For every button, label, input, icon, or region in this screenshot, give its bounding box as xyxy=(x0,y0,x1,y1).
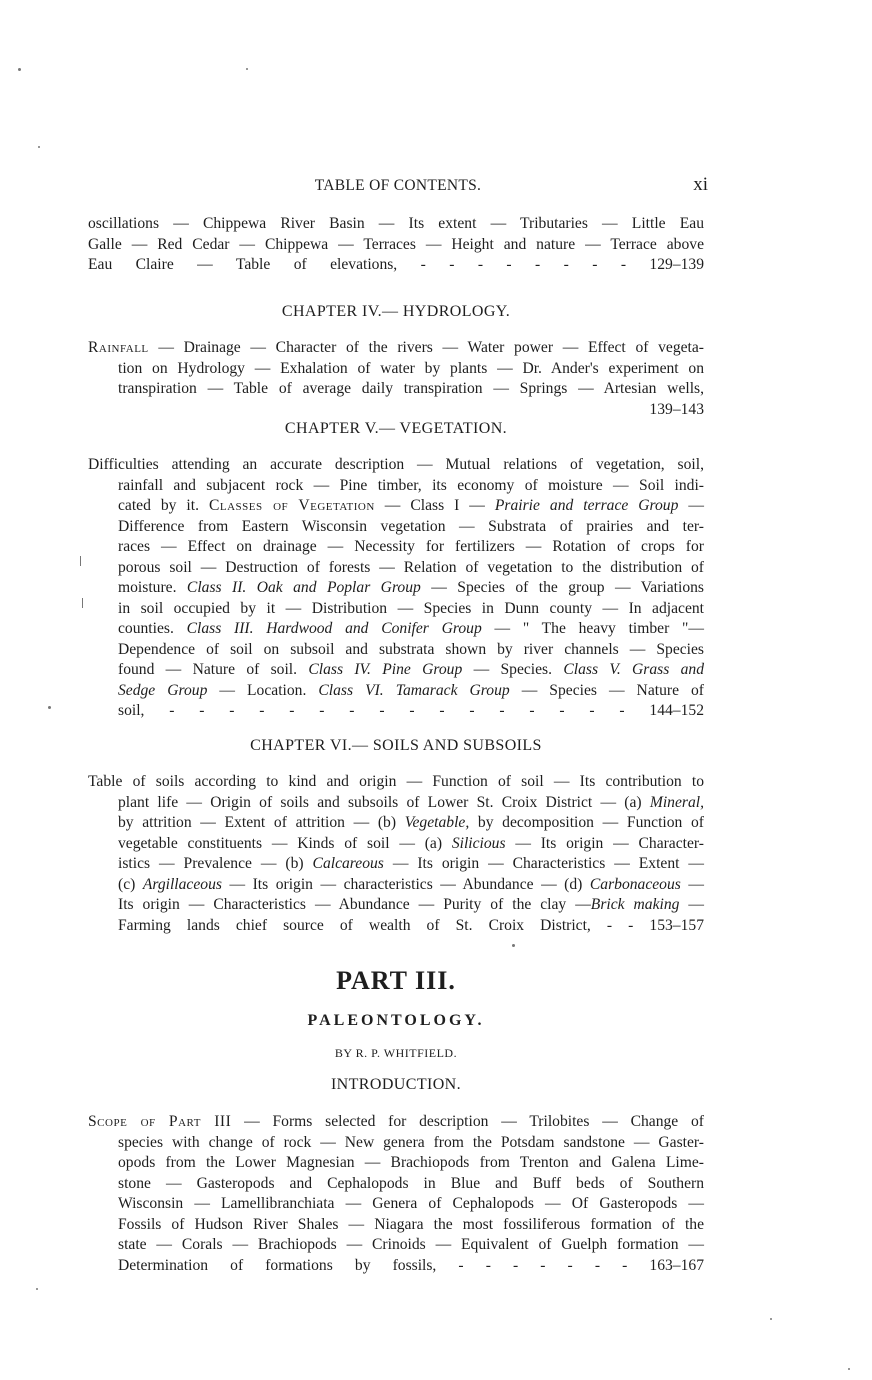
text-line: species with change of rock — New genera from the Potsdam sandstone — Gaster- xyxy=(118,1133,704,1151)
text-run: — Its origin — Characteristics — Extent — xyxy=(383,855,704,872)
chapter-heading: CHAPTER VI.— SOILS AND SUBSOILS xyxy=(250,737,542,754)
scan-speck xyxy=(512,944,515,947)
italic-term: Sedge Group xyxy=(118,681,208,699)
scan-speck xyxy=(848,1368,850,1370)
text-run: — Drainage — Character of the rivers — Water power — Effect of vegeta- xyxy=(148,339,704,356)
text-run: by attrition — Extent of attrition — (b) xyxy=(118,814,405,831)
author-byline: BY R. P. WHITFIELD. xyxy=(334,1046,458,1060)
text-line xyxy=(88,1112,704,1133)
page-number: xi xyxy=(693,174,708,195)
italic-term: Silicious xyxy=(451,834,506,852)
text-line: Farming lands chief source of wealth of St. Croix District, - - 153–157 xyxy=(118,916,704,934)
lead-term: Rainfall xyxy=(88,339,149,356)
text-run: counties. xyxy=(118,620,174,637)
lead-term: Scope of Part III xyxy=(88,1113,232,1130)
text-run: — Its origin — Character- xyxy=(505,834,704,852)
text-run: — xyxy=(679,896,704,913)
chapter3-continuation xyxy=(88,214,704,276)
italic-term: Class III. Hardwood and Conifer Group xyxy=(186,620,482,637)
text-line: Determination of formations by fossils, - - - - - - - 163–167 xyxy=(118,1256,704,1274)
text-line xyxy=(88,619,704,640)
text-line: porous soil — Destruction of forests — Relation of vegetation to the distribution of xyxy=(118,558,704,576)
text-line xyxy=(88,895,704,916)
text-run: — Class I — xyxy=(374,497,495,514)
text-line xyxy=(88,793,704,814)
text-line: Wisconsin — Lamellibranchiata — Genera of Cephalopods — Of Gasteropods — xyxy=(118,1195,704,1212)
text-run: — Its origin — characteristics — Abundance — (d) xyxy=(221,875,590,893)
text-line xyxy=(88,496,704,517)
italic-term: Calcareous xyxy=(312,855,384,872)
running-head xyxy=(88,174,708,198)
part-subject: PALEONTOLOGY. xyxy=(307,1012,485,1029)
text-run: — Species of the group — Variations xyxy=(420,579,704,596)
text-run: Its origin — Characteristics — Abundance — Purity of the clay — xyxy=(118,896,591,913)
chapter6-summary xyxy=(88,772,704,936)
text-run: by decomposition — Function of xyxy=(469,814,704,831)
text-line: Galle — Red Cedar — Chippewa — Terraces — Height and nature — Terrace above xyxy=(88,235,704,253)
text-run: (c) xyxy=(118,875,143,893)
text-line xyxy=(88,681,704,702)
chapter5-summary xyxy=(88,455,704,722)
italic-term: Vegetable, xyxy=(404,814,470,831)
italic-term: Mineral, xyxy=(649,793,704,811)
page-range: 139–143 xyxy=(649,400,704,418)
text-line xyxy=(88,875,704,896)
italic-term: Prairie and terrace Group xyxy=(494,497,679,514)
scan-speck xyxy=(246,68,248,70)
text-run: — " The heavy timber "— xyxy=(481,620,704,637)
italic-term: Class V. Grass and xyxy=(563,661,704,678)
text-line: Table of soils according to kind and origin — Function of soil — Its contribution to xyxy=(88,773,704,790)
text-line xyxy=(88,854,704,875)
italic-term: Brick making xyxy=(590,896,680,913)
italic-term: Carbonaceous xyxy=(589,875,681,893)
text-line xyxy=(88,660,704,681)
chapter-heading: CHAPTER IV.— HYDROLOGY. xyxy=(281,303,511,320)
text-line: Eau Claire — Table of elevations, - - - - - - - - 129–139 xyxy=(88,256,704,273)
chapter-heading: CHAPTER V.— VEGETATION. xyxy=(284,420,508,437)
scan-speck xyxy=(82,598,83,608)
text-run: — Location. xyxy=(207,681,307,699)
text-run: — xyxy=(680,875,704,893)
text-line: transpiration — Table of average daily transpiration — Springs — Artesian wells, xyxy=(118,380,704,397)
text-line: soil, - - - - - - - - - - - - - - - - 144–152 xyxy=(118,702,704,719)
italic-term: Class IV. Pine Group xyxy=(308,661,463,678)
text-run: found — Nature of soil. xyxy=(118,661,298,678)
text-run: cated by it. xyxy=(118,497,199,514)
text-run: — Species — Nature of xyxy=(509,681,704,699)
text-line xyxy=(88,338,704,359)
text-line: stone — Gasteropods and Cephalopods in Blue and Buff beds of Southern xyxy=(118,1174,704,1192)
text-line: oscillations — Chippewa River Basin — Its extent — Tributaries — Little Eau xyxy=(88,215,704,232)
text-run: — xyxy=(678,497,704,514)
section-term: Classes of Vegetation xyxy=(208,497,375,514)
section-heading: INTRODUCTION. xyxy=(330,1076,462,1093)
text-line: Fossils of Hudson River Shales — Niagara the most fossiliferous formation of the xyxy=(118,1215,704,1233)
text-line xyxy=(88,578,704,599)
text-line: Dependence of soil on subsoil and substrata shown by river channels — Species xyxy=(118,640,704,658)
text-run: plant life — Origin of soils and subsoils of Lower St. Croix District — (a) xyxy=(118,793,650,811)
introduction-summary xyxy=(88,1112,704,1276)
running-head-title: TABLE OF CONTENTS. xyxy=(314,177,482,194)
italic-term: Class II. Oak and Poplar Group xyxy=(186,579,421,596)
part-title: PART III. xyxy=(336,966,456,995)
text-line: in soil occupied by it — Distribution — Species in Dunn county — In adjacent xyxy=(118,599,704,617)
text-run: — Forms selected for description — Trilobites — Change of xyxy=(231,1113,704,1130)
text-line: opods from the Lower Magnesian — Brachiopods from Trenton and Galena Lime- xyxy=(118,1154,704,1171)
text-line: state — Corals — Brachiopods — Crinoids — Equivalent of Guelph formation — xyxy=(118,1236,704,1253)
text-line xyxy=(88,813,704,834)
scan-speck xyxy=(36,1288,38,1290)
text-line: rainfall and subjacent rock — Pine timber, its economy of moisture — Soil indi- xyxy=(118,476,704,494)
scan-speck xyxy=(80,556,81,566)
text-line: races — Effect on drainage — Necessity for fertilizers — Rotation of crops for xyxy=(118,538,704,555)
scan-speck xyxy=(48,706,51,709)
text-run: — Species. xyxy=(462,661,553,678)
text-run: istics — Prevalence — (b) xyxy=(118,855,313,872)
scan-speck xyxy=(770,1318,772,1320)
text-line: Difficulties attending an accurate description — Mutual relations of vegetation, soil, xyxy=(88,456,704,473)
scan-speck xyxy=(38,146,40,148)
text-line: Difference from Eastern Wisconsin vegetation — Substrata of prairies and ter- xyxy=(118,517,704,535)
text-run: vegetable constituents — Kinds of soil — (a) xyxy=(118,834,452,852)
italic-term: Class VI. Tamarack Group xyxy=(318,681,510,699)
text-run: moisture. xyxy=(118,579,177,596)
chapter4-summary xyxy=(88,338,704,420)
scan-speck xyxy=(18,68,21,71)
italic-term: Argillaceous xyxy=(142,875,222,893)
text-line: tion on Hydrology — Exhalation of water by plants — Dr. Ander's experiment on xyxy=(118,359,704,377)
text-line xyxy=(88,834,704,855)
